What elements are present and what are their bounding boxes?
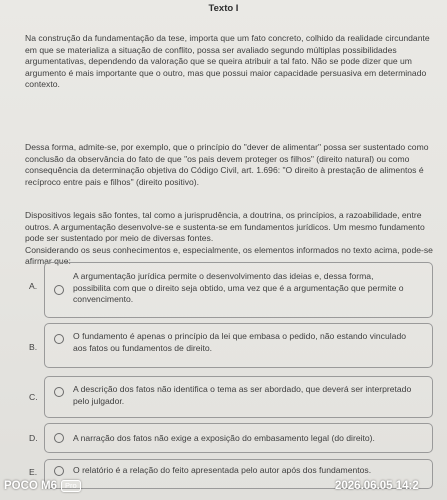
radio-button-option-a[interactable] [54, 285, 64, 295]
paragraph-line: Na construção da fundamentação da tese, importa que um fato concreto, colhido da realidade circundante [25, 33, 430, 43]
option-a-letter: A. [29, 281, 38, 291]
option-b-letter: B. [29, 342, 38, 352]
camera-watermark-timestamp: 2026.06.05 14:2 [335, 480, 419, 492]
paragraph-2 [25, 142, 445, 188]
option-line: O relatório é a relação do feito apresentada pelo autor após dos fundamentos. [73, 465, 372, 475]
paragraph-line: outros. A argumentação desenvolve-se e sustenta-se em fundamentos jurídicos. Um mesmo fundamento [25, 221, 425, 232]
option-a-text [73, 271, 424, 306]
paragraph-line: recíproco entre pais e filhos" (direito positivo). [25, 176, 200, 187]
paragraph-line: afirmar que: [25, 256, 71, 267]
paragraph-line: conclusão da observância do fato de que "os pais devem proteger os filhos" (direito natural) ou como [25, 153, 410, 164]
paragraph-line: Considerando os seus conhecimentos e, especialmente, os elementos informados no texto acima, pode-se [25, 244, 433, 255]
paragraph-line: contexto. [25, 79, 60, 90]
option-a[interactable] [44, 262, 433, 318]
option-e-letter: E. [29, 467, 38, 477]
paragraph-1 [25, 33, 445, 91]
option-line: O fundamento é apenas o princípio da lei que embasa o pedido, não estando vinculado [73, 331, 407, 341]
option-line: A descrição dos fatos não identifica o tema as ser abordado, que deverá ser interpretado [73, 384, 412, 394]
paragraph-line: Dessa forma, admite-se, por exemplo, que o princípio do "dever de alimentar" possa ser sustentado como [25, 142, 429, 152]
radio-button-option-e[interactable] [54, 466, 64, 476]
option-line: possibilita com que o direito seja obtido, uma vez que é a argumentação que permite o [73, 282, 404, 293]
radio-button-option-b[interactable] [54, 334, 64, 344]
paragraph-line: em que se materializa a situação de conflito, possa ser avaliado segundo múltiplas possibilidades [25, 44, 397, 55]
option-c-letter: C. [29, 392, 38, 402]
option-b[interactable] [44, 323, 433, 368]
paragraph-3 [25, 210, 445, 268]
option-d[interactable] [44, 423, 433, 453]
option-d-letter: D. [29, 433, 38, 443]
text-title: Texto I [208, 3, 239, 14]
option-d-text [73, 433, 424, 445]
pro-badge: Pro [61, 480, 81, 492]
paragraph-line: consequência da determinação objetiva do Código Civil, art. 1.696: "O direito à prestação de alimentos é [25, 165, 424, 176]
option-line: convencimento. [73, 294, 134, 305]
option-line: aos fatos ou fundamentos de direito. [73, 342, 213, 353]
option-e-text [73, 465, 424, 477]
option-line: A narração dos fatos não exige a exposição do embasamento legal (do direito). [73, 433, 375, 443]
option-line: pelo julgador. [73, 395, 125, 406]
device-name: POCO M6 [4, 480, 58, 492]
paragraph-line: argumento é mais importante que o outro, mas que possui maior capacidade persuasiva em determinado [25, 67, 427, 78]
paragraph-line: argumentativas, dependendo da valoração que se queira atribuir a tal fato. Não se pode dizer que um [25, 56, 412, 67]
option-c-text [73, 384, 424, 407]
radio-button-option-d[interactable] [54, 433, 64, 443]
option-line: A argumentação jurídica permite o desenvolvimento das ideias e, dessa forma, [73, 271, 374, 281]
paragraph-line: pode ser sustentado por meio de diversas fontes. [25, 233, 214, 244]
radio-button-option-c[interactable] [54, 387, 64, 397]
camera-watermark-device [4, 480, 81, 492]
paragraph-line: Dispositivos legais são fontes, tal como a jurisprudência, a doutrina, os princípios, a razoabilidade, entre [25, 210, 422, 220]
option-b-text [73, 331, 424, 354]
option-c[interactable] [44, 376, 433, 418]
